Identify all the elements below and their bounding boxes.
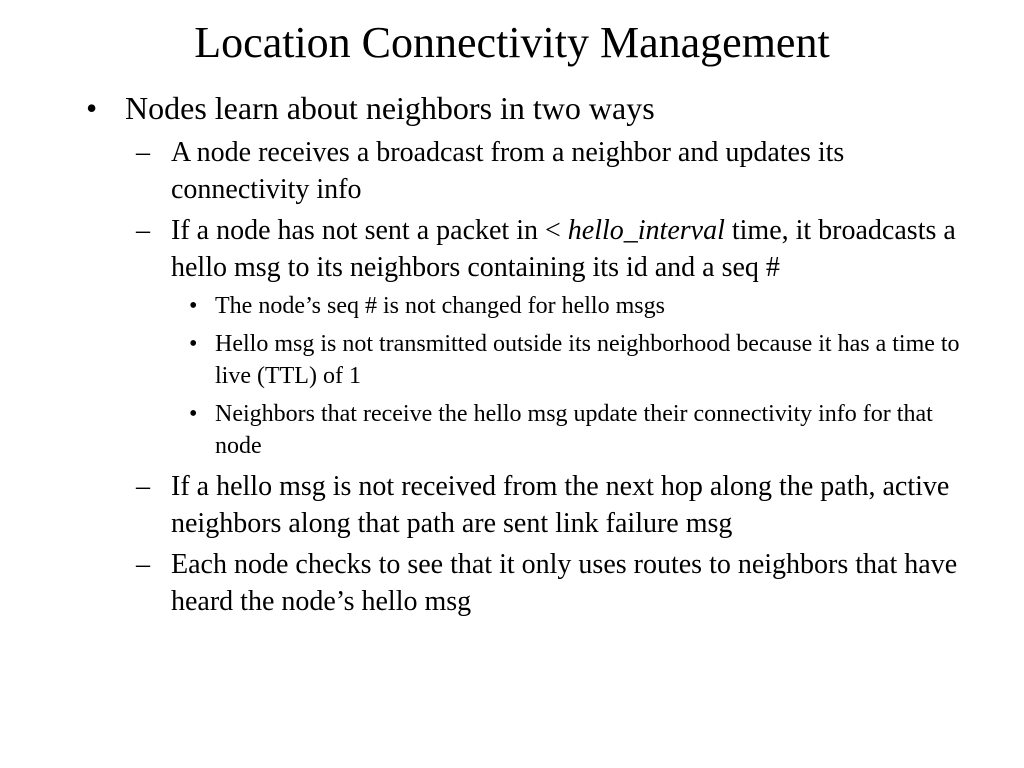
bullet-marker: • bbox=[86, 90, 98, 126]
sub-bullet-text-after: time, it broadcasts a hello msg to its neighbors containing its id and a seq # bbox=[171, 215, 956, 283]
slide-title: Location Connectivity Management bbox=[194, 18, 830, 67]
hello-interval-term: hello_interval bbox=[567, 215, 725, 246]
sub-sub-bullet-item bbox=[86, 398, 966, 462]
sub-sub-bullet-text: The node’s seq # is not changed for hello msgs bbox=[215, 293, 665, 319]
sub-sub-bullet-text: Neighbors that receive the hello msg update their connectivity info for that node bbox=[215, 401, 933, 459]
sub-bullet-item bbox=[86, 546, 966, 620]
sub-bullet-text-before: If a node has not sent a packet in < bbox=[171, 215, 568, 246]
sub-sub-bullet-item bbox=[86, 290, 966, 322]
bullet-marker: • bbox=[189, 331, 198, 357]
dash-marker: – bbox=[136, 549, 150, 580]
bullet-item bbox=[86, 88, 966, 128]
sub-bullet-text: A node receives a broadcast from a neighbor and updates its connectivity info bbox=[171, 137, 845, 205]
sub-bullet-text: If a hello msg is not received from the next hop along the path, active neighbors along that path are sent link failure msg bbox=[171, 471, 950, 539]
sub-bullet-item bbox=[86, 468, 966, 542]
sub-bullet-item bbox=[86, 134, 966, 208]
dash-marker: – bbox=[136, 215, 150, 246]
dash-marker: – bbox=[136, 471, 150, 502]
dash-marker: – bbox=[136, 137, 150, 168]
sub-bullet-text: Each node checks to see that it only uses routes to neighbors that have heard the node’s hello msg bbox=[171, 549, 958, 617]
bullet-list bbox=[86, 88, 966, 624]
sub-bullet-item bbox=[86, 212, 966, 286]
bullet-marker: • bbox=[189, 293, 198, 319]
sub-sub-bullet-text: Hello msg is not transmitted outside its neighborhood because it has a time to live (TTL) of 1 bbox=[215, 331, 960, 389]
bullet-text: Nodes learn about neighbors in two ways bbox=[125, 90, 655, 126]
bullet-marker: • bbox=[189, 401, 198, 427]
sub-sub-bullet-item bbox=[86, 328, 966, 392]
